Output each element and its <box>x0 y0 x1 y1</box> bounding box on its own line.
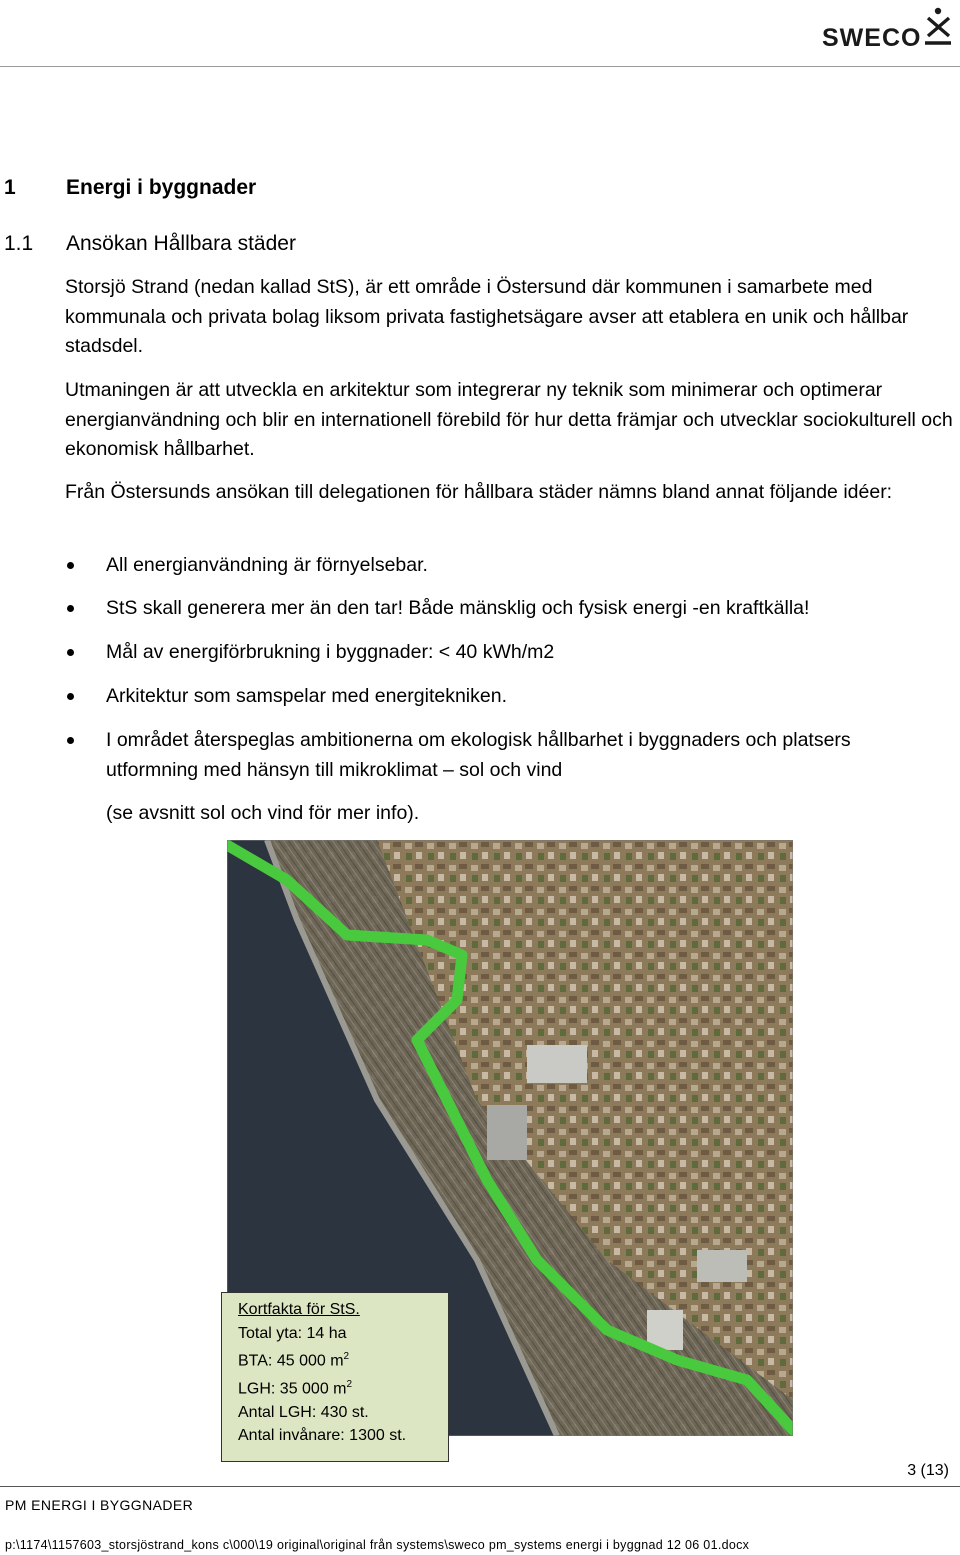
section-number: 1 <box>4 176 16 199</box>
list-item-text: I området återspeglas ambitionerna om ekologisk hållbarhet i byggnaders och platsers utformning med hänsyn till mikroklimat – sol och vind <box>106 729 851 781</box>
fact-lgh-sup: 2 <box>346 1378 353 1390</box>
sweco-logo <box>822 6 952 50</box>
list-note-text: (se avsnitt sol och vind för mer info). <box>106 802 420 824</box>
bullet-icon <box>67 605 74 612</box>
fact-apartments: Antal LGH: 430 st. <box>238 1403 369 1421</box>
list-item-text: Mål av energiförbrukning i byggnader: < 40 kWh/m2 <box>106 641 555 663</box>
fact-total-area: Total yta: 14 ha <box>238 1324 347 1342</box>
fact-box-title: Kortfakta för StS. <box>238 1301 360 1318</box>
list-item <box>65 638 955 668</box>
logo-text: SWECO <box>822 24 922 52</box>
footer-file-path: p:\1174\1157603_storsjöstrand_kons c\000\19 original\original från systems\sweco pm_systems energi i byggnad 12 06 01.docx <box>5 1538 750 1552</box>
bullet-icon <box>67 562 74 569</box>
list-item-text: StS skall generera mer än den tar! Både mänsklig och fysisk energi -en kraftkälla! <box>106 597 810 619</box>
subsection-heading <box>4 232 296 256</box>
bullet-icon <box>67 737 74 744</box>
header-divider <box>0 66 960 67</box>
list-item-note <box>65 799 955 829</box>
list-item-text: All energianvändning är förnyelsebar. <box>106 554 428 576</box>
list-item-text: Arkitektur som samspelar med energitekniken. <box>106 685 507 707</box>
bullet-icon <box>67 649 74 656</box>
paragraph-ideas: Från Östersunds ansökan till delegationen för hållbara städer nämns bland annat följande idéer: <box>65 481 893 503</box>
fact-bta-text: BTA: 45 000 m <box>238 1352 344 1370</box>
footer-doc-title: PM ENERGI I BYGGNADER <box>5 1497 194 1513</box>
fact-residents: Antal invånare: 1300 st. <box>238 1427 407 1445</box>
list-item <box>65 594 955 624</box>
section-title: Energi i byggnader <box>66 176 257 199</box>
fact-lgh-text: LGH: 35 000 m <box>238 1380 347 1398</box>
subsection-title: Ansökan Hållbara städer <box>66 232 296 255</box>
bullet-icon <box>67 693 74 700</box>
paragraph-intro: Storsjö Strand (nedan kallad StS), är ett område i Östersund där kommunen i samarbete med kommunala och privata bolag liksom privata fastighetsägare avser att etablera en unik och hållbar stadsdel. <box>65 276 909 357</box>
fact-lgh <box>238 1373 406 1401</box>
section-heading <box>4 176 256 200</box>
fact-box <box>221 1292 449 1462</box>
fact-bta <box>238 1345 406 1373</box>
page-number: 3 (13) <box>907 1462 949 1479</box>
fact-bta-sup: 2 <box>343 1351 350 1362</box>
subsection-number: 1.1 <box>4 232 34 255</box>
list-item <box>65 682 955 712</box>
paragraph-challenge: Utmaningen är att utveckla en arkitektur som integrerar ny teknik som minimerar och optimerar energianvändning och blir en internationell förebild för hur detta främjar och utvecklar sociokulturell och ekonomisk hållbarhet. <box>65 379 953 460</box>
list-item <box>65 551 955 581</box>
sweco-mark-icon <box>922 6 954 50</box>
footer-divider <box>0 1486 960 1487</box>
list-item <box>65 726 955 785</box>
